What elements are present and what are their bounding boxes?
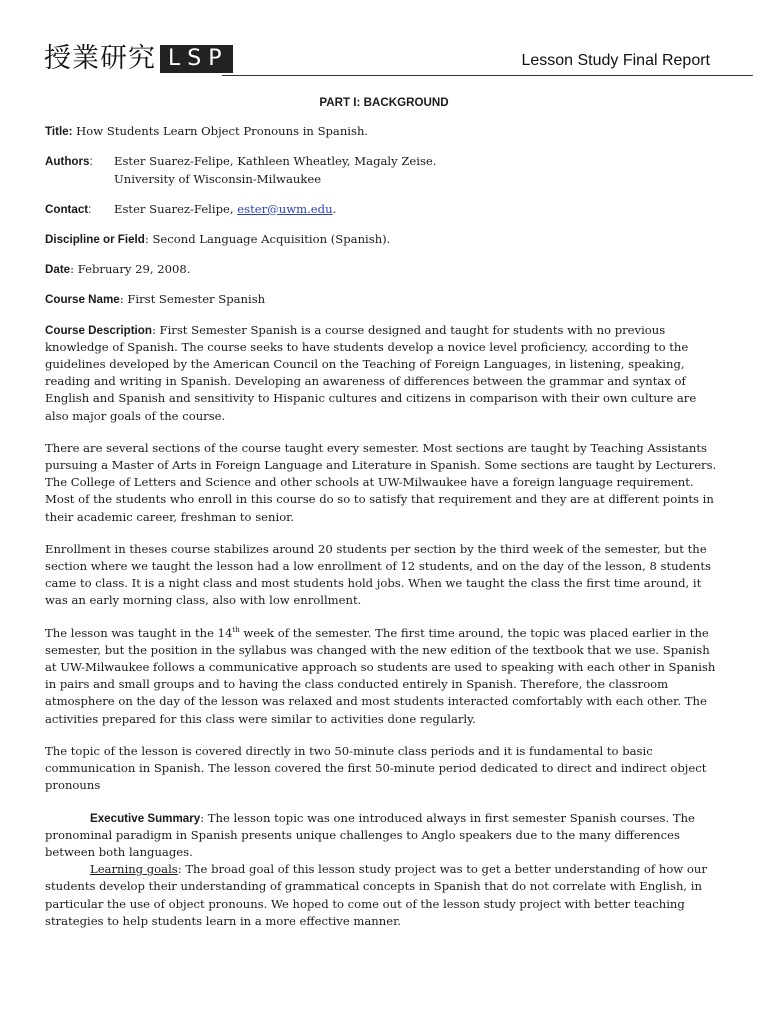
executive-summary-text: : The lesson topic was one introduced always in first semester Spanish courses. The pronominal paradigm in Spanish presents unique challenges to Anglo speakers due to the many differences between both languages. xyxy=(45,810,695,859)
lesson-timing-paragraph xyxy=(45,625,723,728)
part-heading: PART I: BACKGROUND xyxy=(319,96,449,109)
date-label: Date xyxy=(45,263,71,277)
header-rule xyxy=(222,75,753,76)
discipline-value: : Second Language Acquisition (Spanish). xyxy=(144,232,391,247)
lesson-timing-text-a: The lesson was taught in the 14 xyxy=(45,625,233,640)
enrollment-paragraph: Enrollment in theses course stabilizes around 20 students per section by the third week of the semester, but the section where we taught the lesson had a low enrollment of 12 students, and on the day of the lesson, 8 students came to class. It is a night class and most students hold jobs. When we taught the class the first time around, it was an early morning class, also with low enrollment. xyxy=(45,541,711,608)
contact-field: Contact: Ester Suarez-Felipe, ester@uwm.edu. xyxy=(45,201,337,216)
page-header xyxy=(44,40,754,76)
learning-goals-text: : The broad goal of this lesson study project was to get a better understanding of how our students develop their understanding of grammatical concepts in Spanish that do not correlate with English, in particular the use of object pronouns. We hoped to come out of the lesson study project with better teaching strategies to help students learn in a more effective manner. xyxy=(45,862,707,928)
contact-label: Contact xyxy=(45,202,89,216)
discipline-label: Discipline or Field xyxy=(45,233,145,247)
discipline-field xyxy=(45,231,723,248)
authors-field: Authors: Ester Suarez-Felipe, Kathleen Wheatley, Magaly Zeise. University of Wisconsin-Milwaukee xyxy=(45,153,723,187)
course-description-text: : First Semester Spanish is a course designed and taught for students with no previous knowledge of Spanish. The course seeks to have students develop a novice level proficiency, according to the guidelines developed by the American Council on the Teaching of Foreign Languages, in listening, speaking, reading and writing in Spanish. Developing an awareness of differences between the grammar and syntax of English and Spanish and sensitivity to Hispanic cultures and citizens in comparison with their own culture are also major goals of the course. xyxy=(45,322,697,423)
logo-kanji: 授業研究 xyxy=(44,43,156,74)
executive-summary-paragraph xyxy=(45,810,723,862)
report-title: Lesson Study Final Report xyxy=(521,52,710,69)
learning-goals-paragraph xyxy=(45,861,723,930)
course-description-paragraph xyxy=(45,322,723,425)
document-body xyxy=(45,94,723,930)
title-field xyxy=(45,123,723,140)
logo-letters: LSP xyxy=(160,45,233,73)
authors-affiliation: University of Wisconsin-Milwaukee xyxy=(114,171,322,186)
authors-names: Ester Suarez-Felipe, Kathleen Wheatley, Magaly Zeise. xyxy=(114,154,437,169)
course-name-field xyxy=(45,291,723,308)
authors-label: Authors xyxy=(45,155,90,169)
date-value: : February 29, 2008. xyxy=(70,262,191,277)
course-description-label: Course Description xyxy=(45,323,152,337)
course-name-value: : First Semester Spanish xyxy=(119,292,266,307)
executive-summary-label: Executive Summary xyxy=(90,811,201,825)
contact-name: Ester Suarez-Felipe, xyxy=(114,201,238,216)
lsp-logo xyxy=(44,44,233,74)
contact-email-link[interactable]: ester@uwm.edu xyxy=(237,201,333,216)
topic-paragraph: The topic of the lesson is covered directly in two 50-minute class periods and it is fundamental to basic communication in Spanish. The lesson covered the first 50-minute period dedicated to direct and indirect object pronouns xyxy=(45,743,707,793)
course-name-label: Course Name xyxy=(45,293,120,307)
date-field xyxy=(45,261,723,278)
lesson-timing-text-b: week of the semester. The first time around, the topic was placed earlier in the semester, but the position in the syllabus was changed with the new edition of the textbook that we use. Spanish at UW-Milwaukee follows a communicative approach so students are used to speaking with each other in Spanish in pairs and small groups and to having the class conducted entirely in Spanish. Therefore, the classroom atmosphere on the day of the lesson was relaxed and most students interacted comfortably with each other. The activities prepared for this class were similar to activities done regularly. xyxy=(45,625,716,726)
ordinal-suffix: th xyxy=(232,625,240,634)
learning-goals-label: Learning goals xyxy=(90,862,178,877)
title-value: How Students Learn Object Pronouns in Spanish. xyxy=(76,124,369,139)
contact-period: . xyxy=(332,201,337,216)
title-label: Title: xyxy=(45,125,73,139)
sections-paragraph: There are several sections of the course taught every semester. Most sections are taught by Teaching Assistants pursuing a Master of Arts in Foreign Language and Literature in Spanish. Some sections are taught by Lecturers. The College of Letters and Science and other schools at UW-Milwaukee have a foreign language requirement. Most of the students who enroll in this course do so to satisfy that requirement and they are at different points in their academic career, freshman to senior. xyxy=(45,440,717,524)
